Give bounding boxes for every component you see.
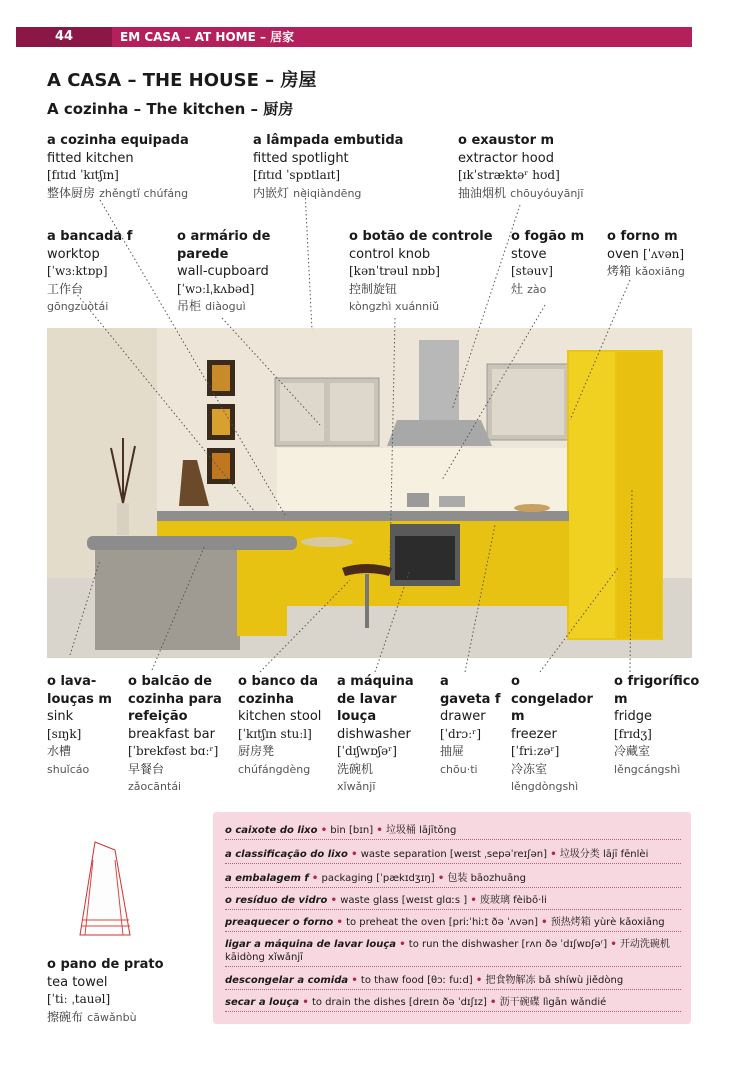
label-worktop: a bancada f worktop [ˈwɜːktɒp] 工作台 gōngzuòtái xyxy=(47,229,133,313)
label-breakfast-bar: o balcão de cozinha para refeição breakfast bar [ˈbrekfəst bɑːʳ] 早餐台 zǎocāntái xyxy=(128,674,222,793)
label-wall-cupboard: o armário de parede wall-cupboard [ˈwɔːlˌkʌbəd] 吊柜 diàoguì xyxy=(177,229,271,313)
vocab-row: o resíduo de vidro • waste glass [weɪst glɑːs ] • 废玻璃 fèibō·li xyxy=(225,894,681,910)
vocab-row: secar a louça • to drain the dishes [dreɪn ðə ˈdɪʃɪz] • 沥干碗碟 lìgān wǎndié xyxy=(225,996,681,1012)
label-sink: o lava-louças m sink [sɪŋk] 水槽 shuǐcáo xyxy=(47,674,112,776)
label-stove: o fogão m stove [stəuv] 灶 zào xyxy=(511,229,585,296)
vocabulary-box xyxy=(213,812,691,1024)
vocab-row: preaquecer o forno • to preheat the oven [priːˈhiːt ðə ˈʌvən] • 预热烤箱 yùrè kǎoxiāng xyxy=(225,916,681,932)
label-fridge: o frigorífico m fridge [frɪdʒ] 冷藏室 lěngcángshì xyxy=(614,674,700,776)
vocab-row: a classificação do lixo • waste separation [weɪst ˌsepəˈreɪʃən] • 垃圾分类 lājī fēnlèi xyxy=(225,848,681,864)
vocab-row: ligar a máquina de lavar louça • to run the dishwasher [rʌn ðə ˈdɪʃwɒʃəʳ] • 开动洗碗机 kāidòng xǐwǎnjī xyxy=(225,938,681,967)
label-fitted-kitchen: a cozinha equipada fitted kitchen [fɪtɪd ˈkɪtʃɪn] 整体厨房 zhěngtǐ chúfáng xyxy=(47,133,189,200)
vocab-row: a embalagem f • packaging [ˈpækɪdʒɪŋ] • 包装 bāozhuāng xyxy=(225,872,681,888)
label-control-knob: o botão de controle control knob [kənˈtrəul nɒb] 控制旋钮 kòngzhì xuánniǔ xyxy=(349,229,493,313)
kitchen-photo xyxy=(47,328,692,658)
label-extractor-hood: o exaustor m extractor hood [ɪkˈstræktəʳ hʊd] 抽油烟机 chōuyóuyānjī xyxy=(458,133,584,200)
label-fitted-spotlight: a lâmpada embutida fitted spotlight [fɪtɪd ˈspɒtlaɪt] 内嵌灯 nèiqiàndēng xyxy=(253,133,404,200)
vocab-row: o caixote do lixo • bin [bɪn] • 垃圾桶 lājītǒng xyxy=(225,824,681,840)
tea-towel-illustration xyxy=(75,840,135,940)
vocab-row: descongelar a comida • to thaw food [θɔː fuːd] • 把食物解冻 bǎ shíwù jiědòng xyxy=(225,974,681,990)
label-dishwasher: a máquina de lavar louça dishwasher [ˈdɪʃwɒʃəʳ] 洗碗机 xǐwǎnjī xyxy=(337,674,414,793)
label-oven: o forno m oven [ˈʌvən] 烤箱 kǎoxiāng xyxy=(607,229,685,278)
page-number: 44 xyxy=(16,27,112,47)
label-tea-towel: o pano de prato tea towel [ˈtiː ˌtauəl] 擦碗布 cāwǎnbù xyxy=(47,957,164,1024)
label-drawer: a gaveta f drawer [ˈdrɔːʳ] 抽屉 chōu·ti xyxy=(440,674,501,776)
label-freezer: o congelador m freezer [ˈfriːzəʳ] 冷冻室 lěngdòngshì xyxy=(511,674,593,793)
page-title: A CASA – THE HOUSE – 房屋 xyxy=(47,70,317,91)
page-subtitle: A cozinha – The kitchen – 厨房 xyxy=(47,100,294,118)
label-kitchen-stool: o banco da cozinha kitchen stool [ˈkɪtʃɪn stuːl] 厨房凳 chúfángdèng xyxy=(238,674,322,776)
kitchen-illustration xyxy=(47,328,692,658)
section-title: EM CASA – AT HOME – 居家 xyxy=(120,30,295,44)
page-header xyxy=(16,27,692,47)
